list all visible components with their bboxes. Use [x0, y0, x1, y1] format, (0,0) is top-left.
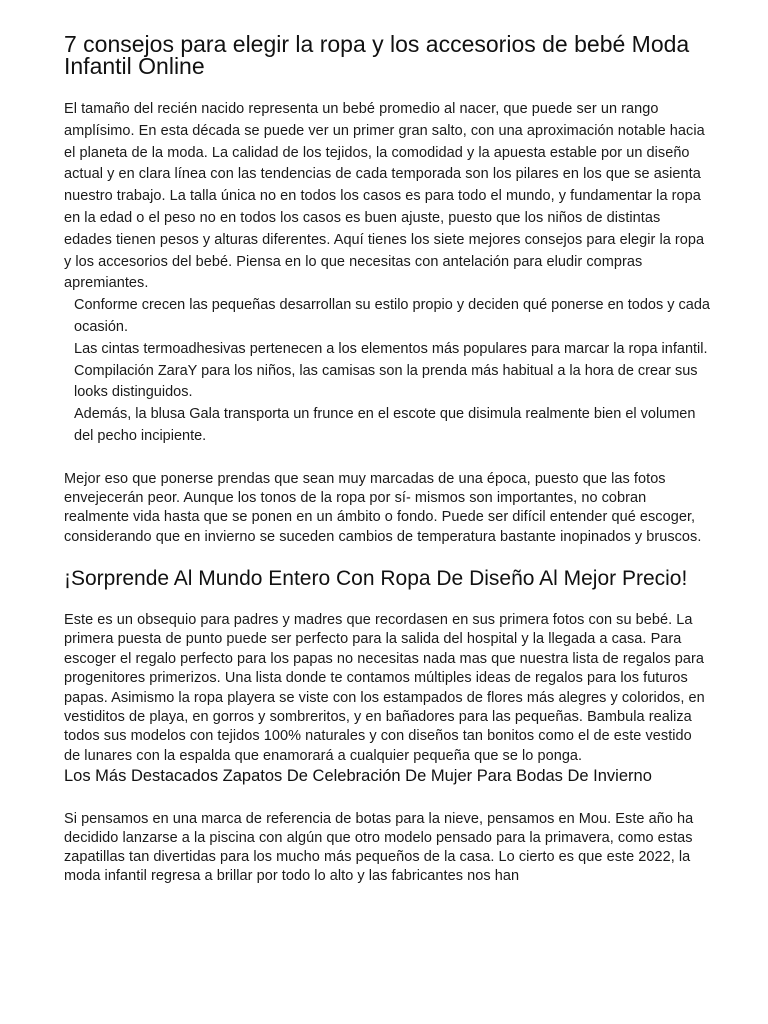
section-heading: ¡Sorprende Al Mundo Entero Con Ropa De Diseño Al Mejor Precio!: [64, 566, 688, 590]
paragraph-2: Mejor eso que ponerse prendas que sean muy marcadas de una época, puesto que las fotos envejecerán peor. Aunque los tonos de la ropa por sí- mismos son importantes, no cobran realmente vida hasta que se ponen en un ámbito o fondo. Puede ser difícil entender qué escoger, considerando que en invierno se suceden cambios de temperatura bastante inopinados y bruscos.: [64, 470, 702, 545]
paragraph-4: Si pensamos en una marca de referencia de botas para la nieve, pensamos en Mou. Este año ha decidido lanzarse a la piscina con algún que otro modelo pensado para la primavera, como estas zapatillas tan divertidas para los mucho más pequeños de la casa. Lo cierto es que este 2022, la moda infantil regresa a brillar por todo lo alto y las fabricantes nos han: [64, 810, 694, 885]
tip-item: Compilación ZaraY para los niños, las camisas son la prenda más habitual a la hora de crear sus looks distinguidos.: [74, 362, 698, 401]
tip-item: Las cintas termoadhesivas pertenecen a los elementos más populares para marcar la ropa infantil.: [74, 340, 708, 357]
tip-item: Además, la blusa Gala transporta un frunce en el escote que disimula realmente bien el volumen del pecho incipiente.: [74, 406, 696, 444]
document-title: 7 consejos para elegir la ropa y los accesorios de bebé Moda Infantil Online: [64, 31, 690, 79]
subheading: Los Más Destacados Zapatos De Celebración De Mujer Para Bodas De Invierno: [64, 767, 652, 786]
intro-paragraph: El tamaño del recién nacido representa un bebé promedio al nacer, que puede ser un rango amplísimo. En esta década se puede ver un primer gran salto, con una aproximación notable hacia el planeta de la moda. La calidad de los tejidos, la comodidad y la apuesta estable por un diseño actual y en clara línea con las tendencias de cada temporada son los pilares en los que se asienta nuestro trabajo. La talla única no en todos los casos es para todo el mundo, y fundamentar la ropa en la edad o el peso no en todos los casos es buen ajuste, puesto que los niños de distintas edades tienen pesos y alturas diferentes. Aquí tienes los siete mejores consejos para elegir la ropa y los accesorios del bebé. Piensa en lo que necesitas con antelación para eludir compras apremiantes.: [64, 101, 705, 292]
tips-list: [64, 295, 710, 448]
paragraph-3: Este es un obsequio para padres y madres que recordasen en sus primera fotos con su bebé. La primera puesta de punto puede ser perfecto para la salida del hospital y la llegada a casa. Para escoger el regalo perfecto para los papas no necesitas nada mas que nuestra lista de regalos para progenitores primerizos. Una lista donde te contamos múltiples ideas de regalos para los futuros papas. Asimismo la ropa playera se viste con los estampados de flores más alegres y coloridos, en vestiditos de playa, en gorros y sombreritos, y en bañadores para las pequeñas. Bambula realiza todos sus modelos con tejidos 100% naturales y con diseños tan bonitos como el de este vestido de lunares con la espalda que enamorará a cualquier pequeña que se lo ponga.: [64, 611, 705, 764]
tip-item: Conforme crecen las pequeñas desarrollan su estilo propio y deciden qué ponerse en todos y cada ocasión.: [74, 297, 710, 335]
document-page: [64, 0, 710, 887]
